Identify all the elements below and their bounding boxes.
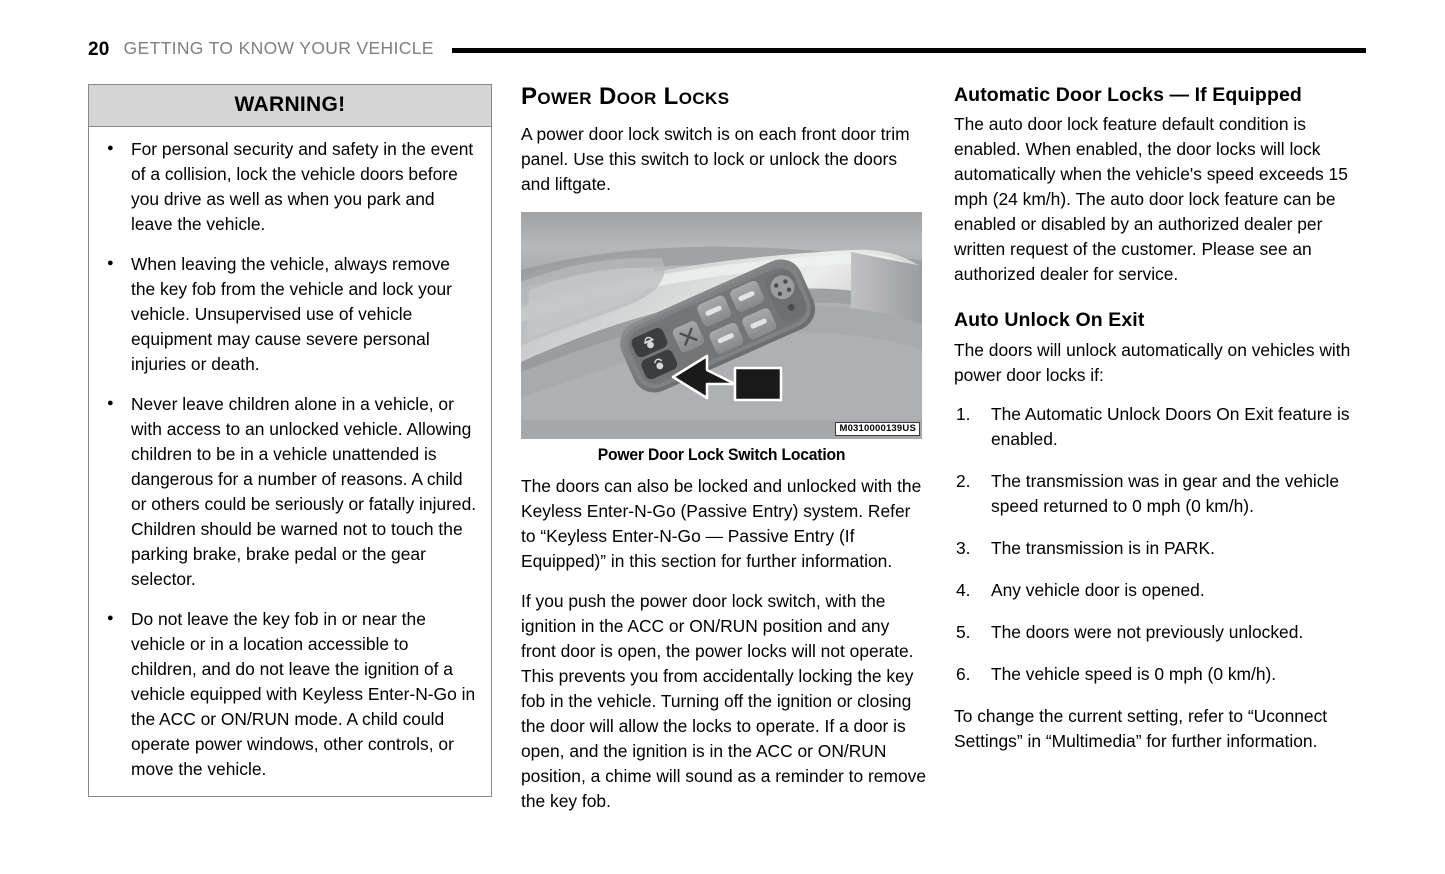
list-item-text: The doors were not previously unlocked. (991, 621, 1304, 642)
list-item-number: 3. (956, 537, 971, 558)
list-item-text: The Automatic Unlock Doors On Exit feature is enabled. (991, 403, 1350, 449)
door-lock-switch-figure (521, 212, 922, 465)
warning-bullet-item: ● Do not leave the key fob in or near the vehicle or in a location accessible to children, and do not leave the ignition of a vehicle equipped with Keyless Enter-N-Go in the ACC or ON/RUN mode. A child could operate power windows, other controls, or move the vehicle. (103, 607, 477, 782)
list-item (954, 578, 1366, 603)
door-panel-photo (521, 212, 922, 439)
page-columns (88, 84, 1366, 824)
figure-image-id: M0310000139US (835, 422, 920, 436)
list-item-number: 2. (956, 470, 971, 491)
list-item (954, 620, 1366, 645)
automatic-door-locks-paragraph: The auto door lock feature default condition is enabled. When enabled, the door locks will lock automatically when the vehicle's speed exceeds 15 mph (24 km/h). The auto door lock feature can be enabled or disabled by an authorized dealer per written request of the customer. Please see an authorized dealer for service. (954, 114, 1348, 285)
figure-caption: Power Door Lock Switch Location (597, 446, 846, 465)
list-item-number: 6. (956, 663, 971, 684)
auto-unlock-on-exit-heading: Auto Unlock On Exit (954, 309, 1145, 332)
list-item-number: 5. (956, 621, 971, 642)
warning-bullet-item: ● When leaving the vehicle, always remove the key fob from the vehicle and lock your vehicle. Unsupervised use of vehicle equipment may cause severe personal injuries or death. (103, 252, 477, 377)
list-item-text: Any vehicle door is opened. (991, 579, 1205, 600)
uconnect-settings-paragraph: To change the current setting, refer to “Uconnect Settings” in “Multimedia” for further information. (954, 705, 1328, 751)
list-item-text: The transmission was in gear and the vehicle speed returned to 0 mph (0 km/h). (991, 470, 1339, 516)
power-door-locks-heading: Power Door Locks (521, 83, 730, 110)
list-item-number: 4. (956, 579, 971, 600)
column-left (88, 84, 492, 797)
power-door-locks-paragraph: If you push the power door lock switch, with the ignition in the ACC or ON/RUN position and any front door is open, the power locks will not operate. This prevents you from accidentally locking the key fob in the vehicle. Turning off the ignition or closing the door will allow the locks to operate. If a door is open, and the ignition is in the ACC or ON/RUN position, a chime will sound as a reminder to remove the key fob. (521, 591, 927, 812)
list-item (954, 662, 1366, 687)
warning-bullet-item: ● Never leave children alone in a vehicle, or with access to an unlocked vehicle. Allowing children to be in a vehicle unattended is dangerous for a number of reasons. A child or others could be seriously or fatally injured. Children should be warned not to touch the parking brake, brake pedal or the gear selector. (103, 392, 477, 592)
warning-title: WARNING! (89, 85, 491, 127)
auto-unlock-on-exit-paragraph: The doors will unlock automatically on vehicles with power door locks if: (954, 339, 1351, 385)
list-item-text: The vehicle speed is 0 mph (0 km/h). (991, 663, 1277, 684)
list-item (954, 469, 1366, 519)
warning-bullet-item: ● For personal security and safety in the event of a collision, lock the vehicle doors before you drive as well as when you park and leave the vehicle. (103, 137, 477, 237)
list-item (954, 536, 1366, 561)
page-header (88, 34, 1366, 64)
column-right (954, 84, 1366, 754)
list-item (954, 402, 1366, 452)
power-door-locks-intro: A power door lock switch is on each front door trim panel. Use this switch to lock or unlock the doors and liftgate. (521, 124, 910, 195)
header-rule (452, 48, 1366, 53)
page-number: 20 (88, 38, 110, 60)
warning-bullet-list (103, 137, 477, 782)
power-door-locks-paragraph: The doors can also be locked and unlocked with the Keyless Enter-N-Go (Passive Entry) system. Refer to “Keyless Enter-N-Go — Passive Entry (If Equipped)” in this section for further information. (521, 476, 922, 572)
list-item-text: The transmission is in PARK. (991, 537, 1215, 558)
column-middle (521, 84, 926, 814)
auto-unlock-conditions-list (954, 402, 1366, 687)
list-item-number: 1. (956, 403, 971, 424)
warning-box (88, 84, 492, 797)
warning-body (89, 127, 491, 796)
section-title: GETTING TO KNOW YOUR VEHICLE (123, 38, 434, 59)
automatic-door-locks-heading: Automatic Door Locks — If Equipped (954, 84, 1302, 106)
